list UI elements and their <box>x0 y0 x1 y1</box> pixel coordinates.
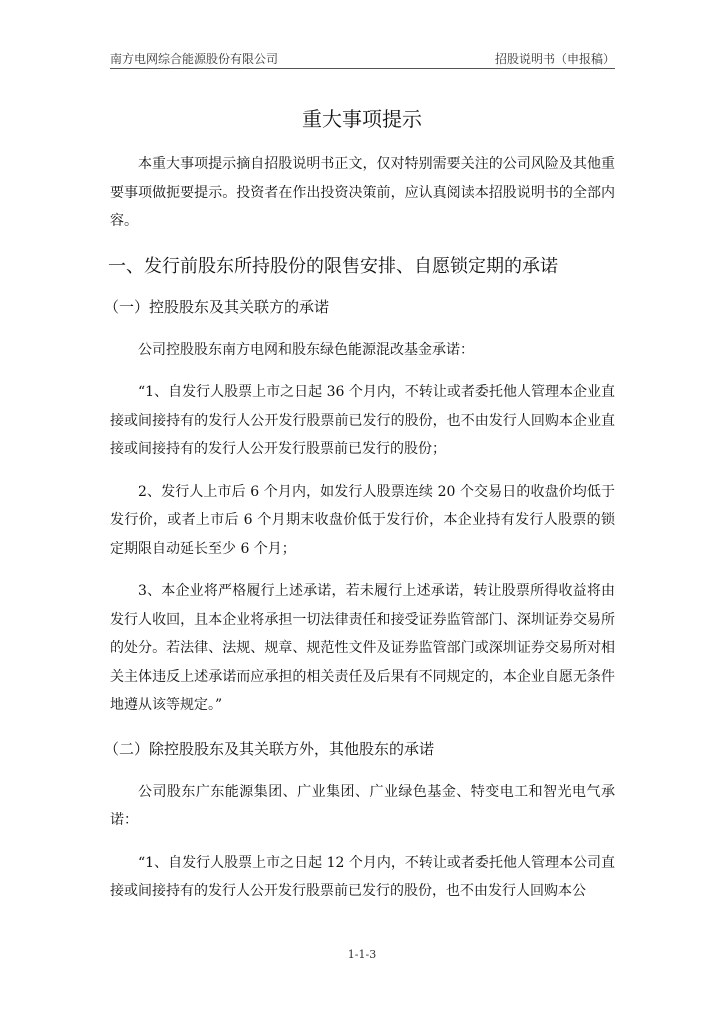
intro-paragraph: 本重大事项提示摘自招股说明书正文，仅对特别需要关注的公司风险及其他重要事项做扼要提示。投资者在作出投资决策前，应认真阅读本招股说明书的全部内容。 <box>110 156 615 229</box>
subsection-heading-1: （一）控股股东及其关联方的承诺 <box>104 297 330 316</box>
header-company: 南方电网综合能源股份有限公司 <box>110 52 279 66</box>
commitment-item: “1、自发行人股票上市之日起 12 个月内，不转让或者委托他人管理本公司直接或间接持有的发行人公开发行股票前已发行的股份，也不由发行人回购本公 <box>110 854 615 899</box>
commitment-item: 2、发行人上市后 6 个月内，如发行人股票连续 20 个交易日的收盘价均低于发行价，或者上市后 6 个月期末收盘价低于发行价，本企业持有发行人股票的锁定期限自动延长至少 6 个月； <box>110 483 615 557</box>
commitment-item: 3、本企业将严格履行上述承诺，若未履行上述承诺，转让股票所得收益将由发行人收回，且本企业将承担一切法律责任和接受证券监管部门、深圳证券交易所的处分。若法律、法规、规章、规范性文件及证券监管部门或深圳证券交易所对相关主体违反上述承诺而应承担的相关责任及后果有不同规定的，本企业自愿无条件地遵从该等规定。” <box>110 583 615 713</box>
page-title: 重大事项提示 <box>302 107 422 131</box>
document-body <box>104 150 615 920</box>
subsection-1-lead: 公司控股股东南方电网和股东绿色能源混改基金承诺： <box>138 341 474 358</box>
commitment-item: “1、自发行人股票上市之日起 36 个月内，不转让或者委托他人管理本企业直接或间接持有的发行人公开发行股票前已发行的股份，也不由发行人回购本企业直接或间接持有的发行人公开发行股票前已发行的股份； <box>110 384 615 457</box>
section-heading: 一、发行前股东所持股份的限售安排、自愿锁定期的承诺 <box>108 255 558 277</box>
header-doc-type: 招股说明书（申报稿） <box>494 52 615 66</box>
subsection-heading-2: （二）除控股股东及其关联方外，其他股东的承诺 <box>104 739 435 758</box>
header-rule <box>110 68 615 69</box>
subsection-2-lead: 公司股东广东能源集团、广业集团、广业绿色基金、特变电工和智光电气承诺： <box>110 783 615 828</box>
page-number: 1-1-3 <box>347 948 377 961</box>
